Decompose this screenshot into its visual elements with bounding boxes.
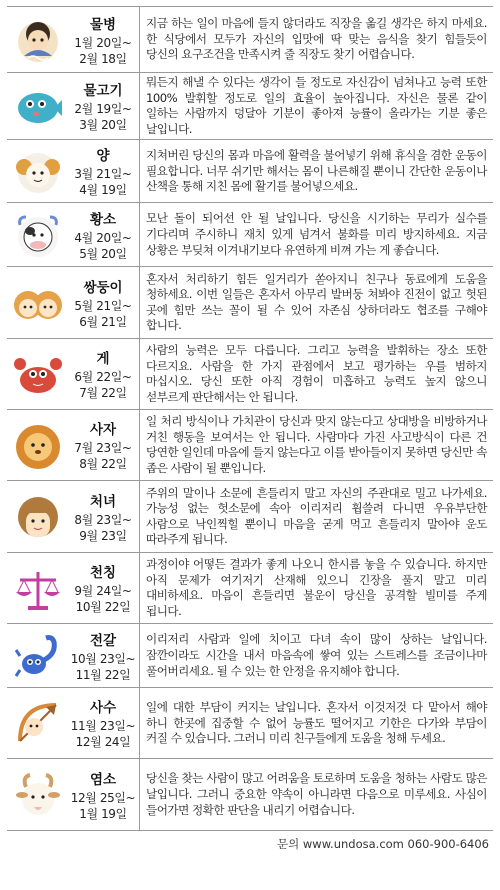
zodiac-name: 물고기 bbox=[83, 83, 123, 100]
zodiac-icon-cell bbox=[7, 203, 69, 267]
sagittarius-icon bbox=[12, 697, 64, 749]
horoscope-row bbox=[7, 73, 493, 140]
horoscope-row bbox=[7, 7, 493, 73]
horoscope-row bbox=[7, 553, 493, 624]
zodiac-name-cell bbox=[69, 7, 140, 73]
fortune-text: 지쳐버린 당신의 몸과 마음에 활력을 불어넣기 위해 휴식을 겸한 운동이 필요합니다. 너무 쉬기만 해서는 몸이 나른해질 뿐이니 간단한 운동이나 산책을 통해 지친 몸에 활기를 불어넣으세요. bbox=[140, 140, 494, 203]
zodiac-name-cell bbox=[69, 553, 140, 624]
horoscope-row bbox=[7, 410, 493, 481]
horoscope-row bbox=[7, 140, 493, 203]
fortune-text: 사람의 능력은 모두 다릅니다. 그리고 능력을 발휘하는 장소 또한 다르지요. 사람을 한 가지 관점에서 보고 평가하는 우를 범하지 마십시오. 당신 또한 아직 경험이 미흡하고 능력도 높지 않으니 섣부르게 판단해서는 안 됩니다. bbox=[140, 339, 494, 410]
zodiac-name: 염소 bbox=[89, 771, 117, 788]
contact-label: 문의 bbox=[277, 837, 300, 852]
scorpio-icon bbox=[12, 630, 64, 682]
zodiac-date-from: 3월 21일~ bbox=[74, 167, 132, 182]
zodiac-date-to: 7월 22일 bbox=[79, 386, 127, 401]
horoscope-table bbox=[7, 6, 493, 831]
zodiac-date-from: 9월 24일~ bbox=[74, 584, 132, 599]
libra-icon bbox=[12, 562, 64, 614]
zodiac-icon-cell bbox=[7, 553, 69, 624]
zodiac-icon-cell bbox=[7, 7, 69, 73]
fortune-text: 혼자서 처리하기 힘든 일거리가 쏟아지니 친구나 동료에게 도움을 청하세요. 이번 일들은 혼자서 아무리 발버둥 쳐봐야 진전이 없고 헛된 곳에 힘만 쓰는 꼴이 될 수 있어 자존심 상하더라도 협조를 구해야 합니다. bbox=[140, 267, 494, 339]
zodiac-name: 사자 bbox=[89, 422, 117, 439]
zodiac-date-from: 8월 23일~ bbox=[74, 512, 132, 527]
zodiac-date-to: 2월 18일 bbox=[79, 51, 127, 66]
fortune-text: 일 처리 방식이나 가치관이 당신과 맞지 않는다고 상대방을 비방하거나 거친 행동을 보여서는 안 됩니다. 사람마다 가진 사고방식이 다른 건 당연한 일인데 마음에 들지 않는다고 이를 받아들이지 못하면 당신만 속 좁은 사람이 될 뿐입니다. bbox=[140, 410, 494, 481]
leo-icon bbox=[12, 419, 64, 471]
zodiac-icon-cell bbox=[7, 688, 69, 759]
zodiac-date-to: 11월 22일 bbox=[75, 667, 131, 682]
horoscope-row bbox=[7, 688, 493, 759]
zodiac-name-cell bbox=[69, 624, 140, 688]
zodiac-name: 양 bbox=[96, 148, 110, 165]
fortune-text: 뭐든지 해낼 수 있다는 생각이 들 정도로 자신감이 넘쳐나고 능력 또한 100% 발휘할 정도로 일의 효율이 높아집니다. 자신은 물론 같이 일하는 사람까지 덩달아 기분이 좋아져 능률이 올라가는 기분 좋은 날입니다. bbox=[140, 73, 494, 140]
zodiac-name-cell bbox=[69, 481, 140, 553]
zodiac-name: 천칭 bbox=[89, 565, 117, 582]
horoscope-row bbox=[7, 759, 493, 831]
cancer-icon bbox=[12, 348, 64, 400]
zodiac-name-cell bbox=[69, 759, 140, 831]
zodiac-icon-cell bbox=[7, 339, 69, 410]
zodiac-name: 물병 bbox=[89, 16, 117, 33]
zodiac-date-to: 6월 21일 bbox=[79, 314, 127, 329]
zodiac-name-cell bbox=[69, 688, 140, 759]
zodiac-name: 쌍둥이 bbox=[83, 279, 123, 296]
zodiac-icon-cell bbox=[7, 73, 69, 140]
zodiac-icon-cell bbox=[7, 759, 69, 831]
aries-icon bbox=[12, 145, 64, 197]
zodiac-icon-cell bbox=[7, 481, 69, 553]
zodiac-name-cell bbox=[69, 203, 140, 267]
fortune-text: 당신을 찾는 사람이 많고 어려움을 토로하며 도움을 청하는 사람도 많은 날입니다. 그러니 중요한 약속이 아니라면 다음으로 미루세요. 사심이 들어가면 정확한 판단을 내리기 어렵습니다. bbox=[140, 759, 494, 831]
fortune-text: 이리저리 사람과 일에 치이고 다녀 속이 많이 상하는 날입니다. 잠깐이라도 시간을 내서 마음속에 쌓여 있는 스트레스를 조금이나마 풀어버리세요. 될 수 있는 한 안정을 유지해야 합니다. bbox=[140, 624, 494, 688]
virgo-icon bbox=[12, 491, 64, 543]
horoscope-row bbox=[7, 624, 493, 688]
zodiac-date-to: 8월 22일 bbox=[79, 457, 127, 472]
fortune-text: 모난 돌이 되어선 안 될 날입니다. 당신을 시기하는 무리가 실수를 기다리며 주시하니 재치 있게 넘겨서 불화를 미리 방지하세요. 지금 상황은 부딪쳐 이겨내기보다 유연하게 비껴 가는 게 좋습니다. bbox=[140, 203, 494, 267]
zodiac-date-from: 4월 20일~ bbox=[74, 230, 132, 245]
zodiac-name-cell bbox=[69, 339, 140, 410]
zodiac-date-to: 1월 19일 bbox=[79, 806, 127, 821]
zodiac-date-from: 2월 19일~ bbox=[74, 102, 132, 117]
zodiac-date-to: 3월 20일 bbox=[79, 118, 127, 133]
zodiac-date-to: 5월 20일 bbox=[79, 246, 127, 261]
zodiac-name-cell bbox=[69, 267, 140, 339]
zodiac-icon-cell bbox=[7, 410, 69, 481]
contact-footer bbox=[7, 836, 493, 852]
zodiac-date-from: 1월 20일~ bbox=[74, 35, 132, 50]
zodiac-date-to: 9월 23일 bbox=[79, 528, 127, 543]
capricorn-icon bbox=[12, 769, 64, 821]
zodiac-name: 황소 bbox=[89, 211, 117, 228]
horoscope-row bbox=[7, 339, 493, 410]
fortune-text: 주위의 말이나 소문에 흔들리지 말고 자신의 주관대로 밀고 나가세요. 가능성 없는 헛소문에 속아 이리저리 휩쓸려 다니면 우유부단한 사람으로 낙인찍힐 뿐이니 마음을 굳게 먹고 흔들리지 말아야 운도 따라주게 됩니다. bbox=[140, 481, 494, 553]
zodiac-name: 처녀 bbox=[89, 493, 117, 510]
zodiac-icon-cell bbox=[7, 267, 69, 339]
fortune-text: 일에 대한 부담이 커지는 날입니다. 혼자서 이것저것 다 맡아서 해야 하니 한곳에 집중할 수 없어 능률도 떨어지고 기한은 다가와 부담이 커질 수 있습니다. 그러니 미리 친구들에게 도움을 청해 두세요. bbox=[140, 688, 494, 759]
zodiac-date-from: 6월 22일~ bbox=[74, 370, 132, 385]
horoscope-row bbox=[7, 267, 493, 339]
zodiac-date-to: 4월 19일 bbox=[79, 183, 127, 198]
zodiac-date-from: 5월 21일~ bbox=[74, 298, 132, 313]
gemini-icon bbox=[12, 277, 64, 329]
horoscope-page bbox=[7, 0, 493, 852]
horoscope-row bbox=[7, 203, 493, 267]
zodiac-name: 게 bbox=[96, 351, 110, 368]
zodiac-name-cell bbox=[69, 73, 140, 140]
taurus-icon bbox=[12, 209, 64, 261]
pisces-icon bbox=[12, 80, 64, 132]
fortune-text: 지금 하는 일이 마음에 들지 않더라도 직장을 옮길 생각은 하지 마세요. 한 식당에서 모두가 자신의 입맛에 딱 맞는 음식을 찾기 힘들듯이 당신의 요구조건을 만족시켜 줄 직장도 찾기 어렵습니다. bbox=[140, 7, 494, 73]
contact-url[interactable]: www.undosa.com bbox=[302, 837, 404, 852]
zodiac-date-from: 11월 23일~ bbox=[70, 719, 136, 734]
zodiac-icon-cell bbox=[7, 624, 69, 688]
zodiac-name-cell bbox=[69, 410, 140, 481]
zodiac-date-from: 12월 25일~ bbox=[70, 790, 136, 805]
contact-phone: 060-900-6406 bbox=[407, 837, 489, 852]
zodiac-name-cell bbox=[69, 140, 140, 203]
aquarius-icon bbox=[12, 14, 64, 66]
zodiac-date-from: 10월 23일~ bbox=[70, 651, 136, 666]
zodiac-name: 전갈 bbox=[89, 632, 117, 649]
horoscope-row bbox=[7, 481, 493, 553]
fortune-text: 과정이야 어떻든 결과가 좋게 나오니 한시름 놓을 수 있습니다. 하지만 아직 문제가 여기저기 산재해 있으니 긴장을 풀지 말고 미리 대비하세요. 마음이 흔들리면 불운이 당신을 공격할 빌미를 주게 됩니다. bbox=[140, 553, 494, 624]
zodiac-name: 사수 bbox=[89, 700, 117, 717]
zodiac-date-from: 7월 23일~ bbox=[74, 441, 132, 456]
zodiac-icon-cell bbox=[7, 140, 69, 203]
zodiac-date-to: 10월 22일 bbox=[75, 600, 131, 615]
zodiac-date-to: 12월 24일 bbox=[75, 735, 131, 750]
